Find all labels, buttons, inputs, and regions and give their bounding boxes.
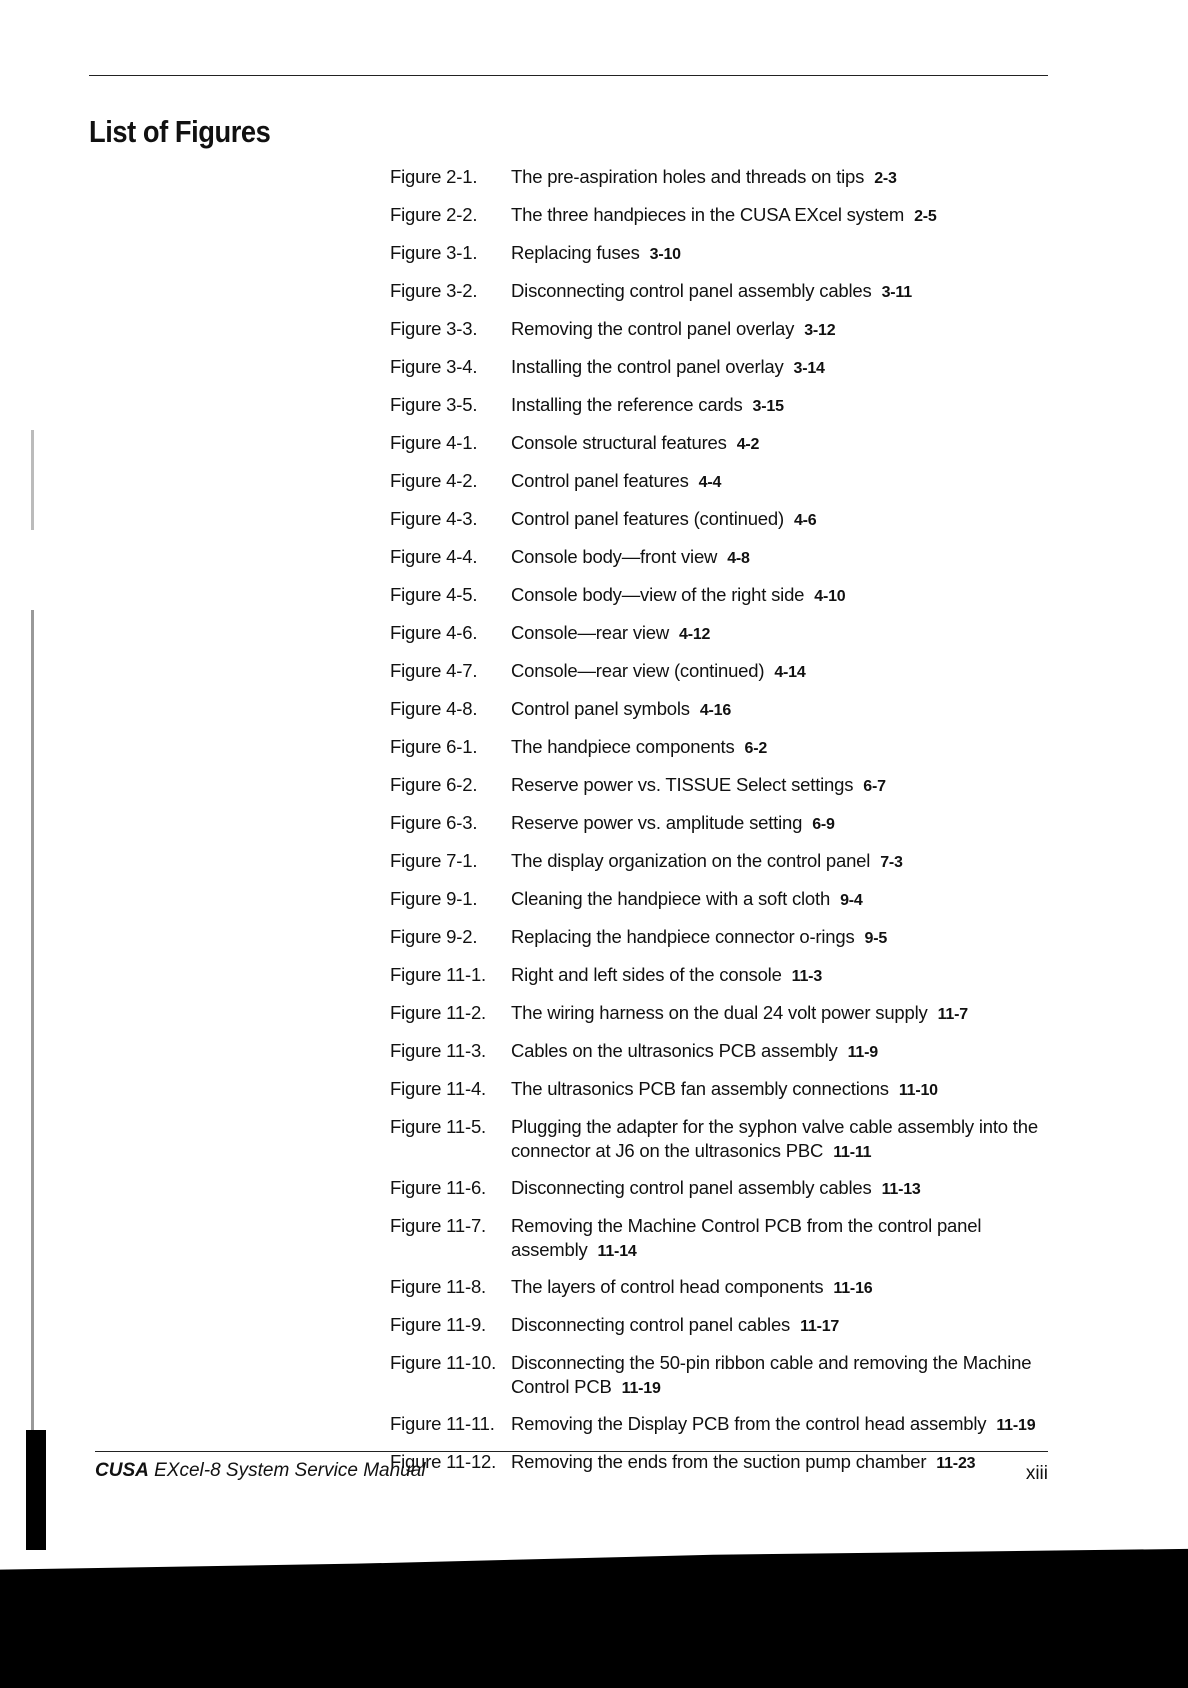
list-item [390, 545, 1070, 571]
figure-caption: Removing the ends from the suction pump chamber 11-23 [511, 1451, 976, 1472]
figure-page-ref: 11-7 [937, 1006, 968, 1023]
list-item [390, 773, 1070, 799]
figure-page-ref: 4-2 [736, 436, 760, 453]
list-item [390, 1176, 1070, 1202]
figure-page-ref: 4-10 [814, 588, 846, 605]
figure-number: Figure 11-9. [390, 1314, 486, 1335]
figure-number: Figure 11-4. [390, 1078, 486, 1099]
figure-number: Figure 4-8. [390, 698, 478, 719]
list-item [390, 1450, 1070, 1476]
list-item [390, 355, 1070, 381]
figure-page-ref: 11-19 [621, 1380, 661, 1397]
list-item [390, 583, 1070, 609]
list-item [390, 203, 1070, 229]
figure-caption: Control panel features 4-4 [511, 470, 722, 491]
header-rule [89, 75, 1048, 76]
list-item [390, 1001, 1070, 1027]
figure-number: Figure 11-6. [390, 1177, 486, 1198]
figure-number: Figure 3-3. [390, 318, 478, 339]
figure-page-ref: 3-11 [881, 284, 912, 301]
figure-number: Figure 11-11. [390, 1413, 495, 1434]
footer-brand: CUSA [95, 1460, 149, 1481]
list-item [390, 887, 1070, 913]
figure-caption: Cleaning the handpiece with a soft cloth 9-4 [511, 888, 863, 909]
figure-page-ref: 11-16 [833, 1280, 873, 1297]
figure-list [390, 165, 1070, 1488]
list-item [390, 963, 1070, 989]
figure-caption: Removing the control panel overlay 3-12 [511, 318, 836, 339]
figure-page-ref: 4-16 [699, 702, 732, 719]
list-item [390, 735, 1070, 761]
figure-caption: The three handpieces in the CUSA EXcel system 2-5 [511, 204, 937, 225]
figure-caption: Console body—view of the right side 4-10 [511, 584, 846, 605]
list-item [390, 165, 1070, 191]
footer-page-number: xiii [1025, 1463, 1048, 1484]
figure-number: Figure 11-8. [390, 1276, 486, 1297]
figure-caption: Disconnecting the 50-pin ribbon cable and removing the Machine Control PCB 11-19 [511, 1352, 1032, 1397]
list-item [390, 925, 1070, 951]
figure-caption: Cables on the ultrasonics PCB assembly 11-9 [511, 1040, 878, 1061]
list-item [390, 469, 1070, 495]
figure-caption: Console structural features 4-2 [511, 432, 760, 453]
figure-caption: The wiring harness on the dual 24 volt power supply 11-7 [511, 1002, 968, 1023]
figure-number: Figure 3-2. [390, 280, 478, 301]
figure-caption: Console—rear view (continued) 4-14 [511, 660, 806, 681]
list-item [390, 1313, 1070, 1339]
figure-page-ref: 7-3 [880, 854, 903, 871]
figure-caption: Reserve power vs. TISSUE Select settings 6-7 [511, 774, 886, 795]
figure-caption: Replacing the handpiece connector o-rings 9-5 [511, 926, 888, 947]
figure-number: Figure 9-2. [390, 926, 478, 947]
figure-caption: Control panel symbols 4-16 [511, 698, 732, 719]
footer-rule [95, 1451, 1048, 1452]
figure-caption: The ultrasonics PCB fan assembly connections 11-10 [511, 1078, 938, 1099]
figure-number: Figure 3-1. [390, 242, 478, 263]
figure-caption: Reserve power vs. amplitude setting 6-9 [511, 812, 835, 833]
figure-page-ref: 4-6 [793, 512, 817, 529]
figure-page-ref: 11-14 [597, 1243, 637, 1260]
figure-page-ref: 4-12 [679, 626, 711, 643]
figure-number: Figure 3-4. [390, 356, 478, 377]
list-item [390, 621, 1070, 647]
figure-page-ref: 4-8 [727, 550, 750, 567]
figure-page-ref: 4-4 [698, 474, 722, 491]
figure-caption: Plugging the adapter for the syphon valve cable assembly into the connector at J6 on the ultrasonics PBC 11-11 [511, 1116, 1038, 1161]
figure-page-ref: 11-3 [791, 968, 823, 985]
figure-caption: Disconnecting control panel cables 11-17 [511, 1314, 840, 1335]
figure-caption: Disconnecting control panel assembly cables 11-13 [511, 1177, 921, 1198]
list-item [390, 241, 1070, 267]
figure-page-ref: 6-9 [812, 816, 835, 833]
figure-page-ref: 3-15 [752, 398, 784, 415]
figure-page-ref: 2-3 [874, 170, 897, 187]
figure-caption: Installing the control panel overlay 3-14 [511, 356, 825, 377]
figure-number: Figure 7-1. [390, 850, 478, 871]
list-item [390, 431, 1070, 457]
figure-number: Figure 2-1. [390, 166, 478, 187]
figure-caption: Removing the Machine Control PCB from the control panel assembly 11-14 [511, 1215, 982, 1260]
figure-number: Figure 6-2. [390, 774, 478, 795]
list-item [390, 1039, 1070, 1065]
page-title: List of Figures [89, 114, 271, 149]
figure-caption: Console—rear view 4-12 [511, 622, 711, 643]
figure-number: Figure 11-12. [390, 1451, 497, 1472]
figure-caption: Disconnecting control panel assembly cables 3-11 [511, 280, 912, 301]
figure-caption: The handpiece components 6-2 [511, 736, 768, 757]
figure-number: Figure 6-1. [390, 736, 478, 757]
list-item [390, 507, 1070, 533]
figure-number: Figure 11-5. [390, 1116, 486, 1137]
list-item [390, 393, 1070, 419]
figure-page-ref: 11-13 [881, 1181, 921, 1198]
list-item [390, 1412, 1070, 1438]
list-item [390, 1077, 1070, 1103]
figure-page-ref: 11-17 [800, 1318, 840, 1335]
list-item [390, 697, 1070, 723]
figure-page-ref: 11-19 [996, 1417, 1036, 1434]
figure-number: Figure 3-5. [390, 394, 478, 415]
figure-caption: Right and left sides of the console 11-3 [511, 964, 823, 985]
figure-number: Figure 9-1. [390, 888, 478, 909]
figure-page-ref: 11-23 [936, 1455, 976, 1472]
scan-shadow-left [26, 1430, 46, 1550]
scan-binding-edge [31, 430, 34, 1430]
list-item [390, 317, 1070, 343]
figure-number: Figure 4-4. [390, 546, 478, 567]
figure-caption: Console body—front view 4-8 [511, 546, 750, 567]
figure-page-ref: 2-5 [914, 208, 937, 225]
figure-page-ref: 9-4 [840, 892, 863, 909]
figure-page-ref: 11-11 [833, 1144, 872, 1161]
figure-page-ref: 3-10 [649, 246, 681, 263]
figure-number: Figure 4-6. [390, 622, 478, 643]
footer-manual-title: CUSA EXcel-8 System Service Manual [95, 1460, 426, 1481]
figure-page-ref: 4-14 [774, 664, 806, 681]
figure-number: Figure 11-10. [390, 1352, 497, 1373]
figure-number: Figure 2-2. [390, 204, 478, 225]
list-item [390, 1275, 1070, 1301]
figure-caption: The display organization on the control panel 7-3 [511, 850, 903, 871]
figure-number: Figure 4-7. [390, 660, 478, 681]
list-item [390, 811, 1070, 837]
figure-page-ref: 11-9 [847, 1044, 878, 1061]
list-item [390, 849, 1070, 875]
figure-page-ref: 11-10 [898, 1082, 938, 1099]
list-item [390, 1214, 1070, 1264]
figure-caption: Removing the Display PCB from the control head assembly 11-19 [511, 1413, 1036, 1434]
figure-number: Figure 11-3. [390, 1040, 486, 1061]
list-item [390, 279, 1070, 305]
figure-caption: Control panel features (continued) 4-6 [511, 508, 817, 529]
figure-caption: Installing the reference cards 3-15 [511, 394, 784, 415]
figure-page-ref: 3-14 [793, 360, 825, 377]
list-item [390, 1351, 1070, 1401]
figure-number: Figure 4-3. [390, 508, 478, 529]
figure-caption: Replacing fuses 3-10 [511, 242, 681, 263]
figure-number: Figure 11-2. [390, 1002, 486, 1023]
figure-page-ref: 3-12 [804, 322, 836, 339]
figure-number: Figure 4-1. [390, 432, 478, 453]
figure-number: Figure 11-1. [390, 964, 486, 985]
figure-caption: The layers of control head components 11-16 [511, 1276, 873, 1297]
scan-shadow-bottom [0, 1540, 1188, 1688]
figure-number: Figure 4-2. [390, 470, 478, 491]
figure-number: Figure 6-3. [390, 812, 478, 833]
list-item [390, 1115, 1070, 1165]
list-item [390, 659, 1070, 685]
figure-number: Figure 4-5. [390, 584, 478, 605]
figure-page-ref: 6-2 [744, 740, 768, 757]
figure-page-ref: 6-7 [863, 778, 886, 795]
figure-caption: The pre-aspiration holes and threads on tips 2-3 [511, 166, 897, 187]
figure-page-ref: 9-5 [864, 930, 888, 947]
figure-number: Figure 11-7. [390, 1215, 486, 1236]
